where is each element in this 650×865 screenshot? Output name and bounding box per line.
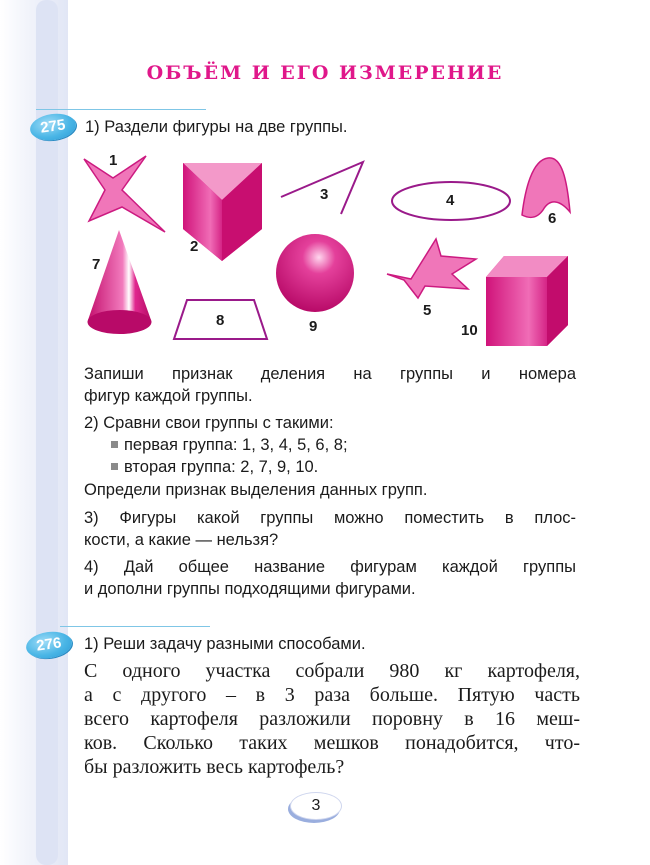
task-276-text-line2: а с другого – в 3 раза больше. Пятую часть <box>84 684 580 706</box>
figure-6-bell-icon <box>522 158 570 218</box>
task-276-badge: 276 <box>24 629 73 661</box>
figure-label-7: 7 <box>92 256 101 273</box>
task-276-text-line4: ков. Сколько таких мешков понадобится, что- <box>84 732 580 754</box>
task-276-text-line3: всего картофеля разложили поровну в 16 меш- <box>84 708 580 730</box>
bullet-icon <box>111 441 118 448</box>
task-276-part1: 1) Реши задачу разными способами. <box>84 635 366 653</box>
figure-label-6: 6 <box>548 210 557 227</box>
bullet-icon <box>111 463 118 470</box>
task-275-part2: 2) Сравни свои группы с такими: <box>84 414 334 432</box>
task-276-rule <box>60 626 210 627</box>
figure-label-3: 3 <box>320 186 329 203</box>
task-275-badge: 275 <box>28 111 77 143</box>
figure-label-1: 1 <box>109 152 118 169</box>
group2-text: вторая группа: 2, 7, 9, 10. <box>124 458 319 476</box>
figure-label-4: 4 <box>446 192 455 209</box>
group1-text: первая группа: 1, 3, 4, 5, 6, 8; <box>124 436 348 454</box>
task-275-group1-item <box>111 434 348 456</box>
task-275-part3-line1: 3) Фигуры какой группы можно поместить в плос- <box>84 509 576 527</box>
figure-label-8: 8 <box>216 312 225 329</box>
page-title: ОБЪЁМ И ЕГО ИЗМЕРЕНИЕ <box>146 62 504 84</box>
figure-5-star-icon <box>387 239 476 298</box>
task-275-part2-end: Определи признак выделения данных групп. <box>84 481 428 499</box>
page-number: 3 <box>290 792 342 820</box>
task-276-text-line5: бы разложить весь картофель? <box>84 756 345 778</box>
task-275-group2-item <box>111 456 318 478</box>
figure-1-star-icon <box>84 156 165 232</box>
task-275-instruction-line2: фигур каждой группы. <box>84 387 253 405</box>
figure-label-10: 10 <box>461 322 478 339</box>
figure-label-2: 2 <box>190 238 199 255</box>
figure-9-sphere-icon <box>276 234 354 312</box>
figure-label-5: 5 <box>423 302 432 319</box>
task-275-instruction-line1: Запиши признак деления на группы и номера <box>84 365 576 383</box>
task-275-part3-line2: кости, а какие — нельзя? <box>84 531 279 549</box>
task-275-part4-line2: и дополни группы подходящими фигурами. <box>84 580 416 598</box>
task-275-part1: 1) Раздели фигуры на две группы. <box>85 118 348 136</box>
task-275-part4-line1: 4) Дай общее название фигурам каждой группы <box>84 558 576 576</box>
figure-label-9: 9 <box>309 318 318 335</box>
task-276-text-line1: С одного участка собрали 980 кг картофеля, <box>84 660 580 682</box>
